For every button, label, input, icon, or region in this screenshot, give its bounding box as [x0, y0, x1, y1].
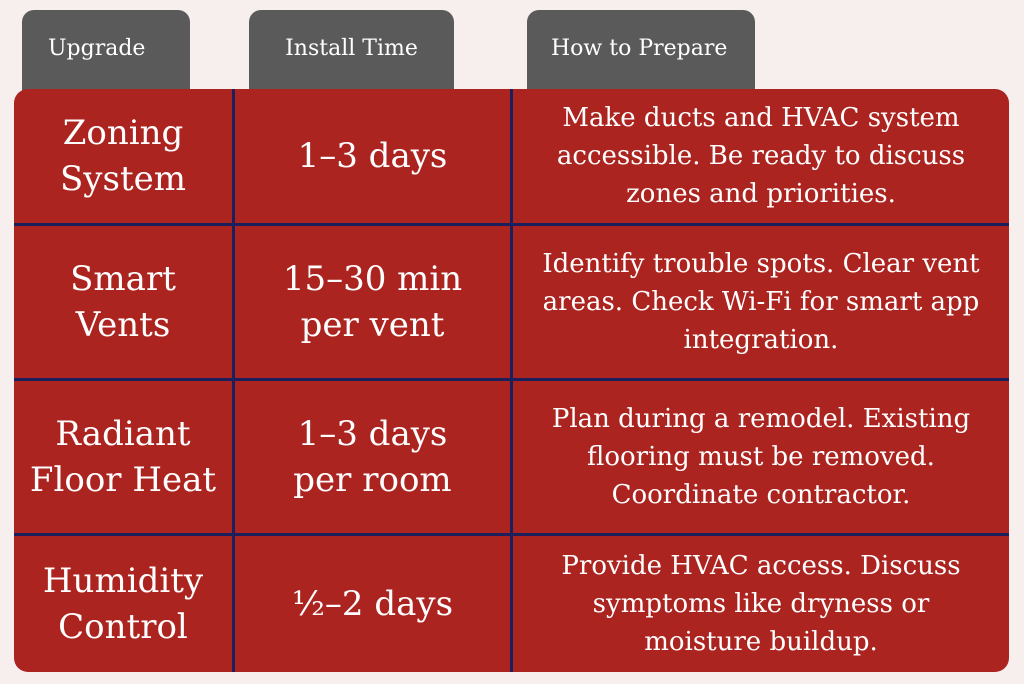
- prepare-cell: [513, 89, 1009, 223]
- header-install-time-label: Install Time: [285, 36, 418, 61]
- prepare-text-line: Provide HVAC access. Discuss: [561, 551, 961, 581]
- table-row-humidity-control: [14, 536, 1009, 672]
- upgrade-text-line: System: [60, 159, 186, 199]
- prepare-cell: [513, 536, 1009, 672]
- upgrade-text-line: Smart: [70, 259, 176, 299]
- upgrade-text-line: Zoning: [62, 113, 184, 153]
- upgrade-text-line: Vents: [75, 305, 171, 345]
- prepare-text-line: accessible. Be ready to discuss: [556, 141, 966, 171]
- header-upgrade-label: Upgrade: [48, 36, 146, 61]
- prepare-text-line: flooring must be removed.: [587, 442, 935, 472]
- prepare-cell: [513, 381, 1009, 533]
- prepare-text-line: Plan during a remodel. Existing: [551, 404, 971, 434]
- prepare-cell: [513, 226, 1009, 378]
- upgrade-cell: [14, 226, 232, 378]
- header-how-to-prepare-label: How to Prepare: [551, 36, 728, 61]
- table-row-radiant-floor-heat: [14, 381, 1009, 533]
- upgrade-text-line: Control: [58, 607, 188, 647]
- upgrade-text-line: Radiant: [55, 414, 191, 454]
- install-time-text-line: per vent: [300, 305, 445, 345]
- install-time-cell: [235, 89, 510, 223]
- prepare-text-line: Identify trouble spots. Clear vent: [542, 249, 980, 279]
- upgrade-cell: [14, 89, 232, 223]
- upgrade-text-line: Humidity: [42, 561, 204, 601]
- install-time-text-line: ½–2 days: [291, 584, 454, 624]
- install-time-text-line: per room: [293, 460, 452, 500]
- prepare-text-line: moisture buildup.: [644, 627, 878, 657]
- prepare-text-line: symptoms like dryness or: [592, 589, 930, 619]
- prepare-text-line: areas. Check Wi-Fi for smart app: [542, 287, 980, 317]
- install-time-cell: [235, 536, 510, 672]
- install-time-cell: [235, 226, 510, 378]
- upgrade-cell: [14, 536, 232, 672]
- upgrade-cell: [14, 381, 232, 533]
- install-time-text-line: 1–3 days: [297, 414, 448, 454]
- table-row-zoning-system: [14, 89, 1009, 223]
- prepare-text-line: Make ducts and HVAC system: [562, 103, 960, 133]
- upgrade-table: [14, 89, 1009, 672]
- table-row-smart-vents: [14, 226, 1009, 378]
- prepare-text-line: integration.: [683, 325, 839, 355]
- prepare-text-line: zones and priorities.: [626, 179, 896, 209]
- install-time-cell: [235, 381, 510, 533]
- prepare-text-line: Coordinate contractor.: [611, 480, 911, 510]
- install-time-text-line: 1–3 days: [297, 136, 448, 176]
- upgrade-text-line: Floor Heat: [29, 460, 217, 500]
- install-time-text-line: 15–30 min: [282, 259, 463, 299]
